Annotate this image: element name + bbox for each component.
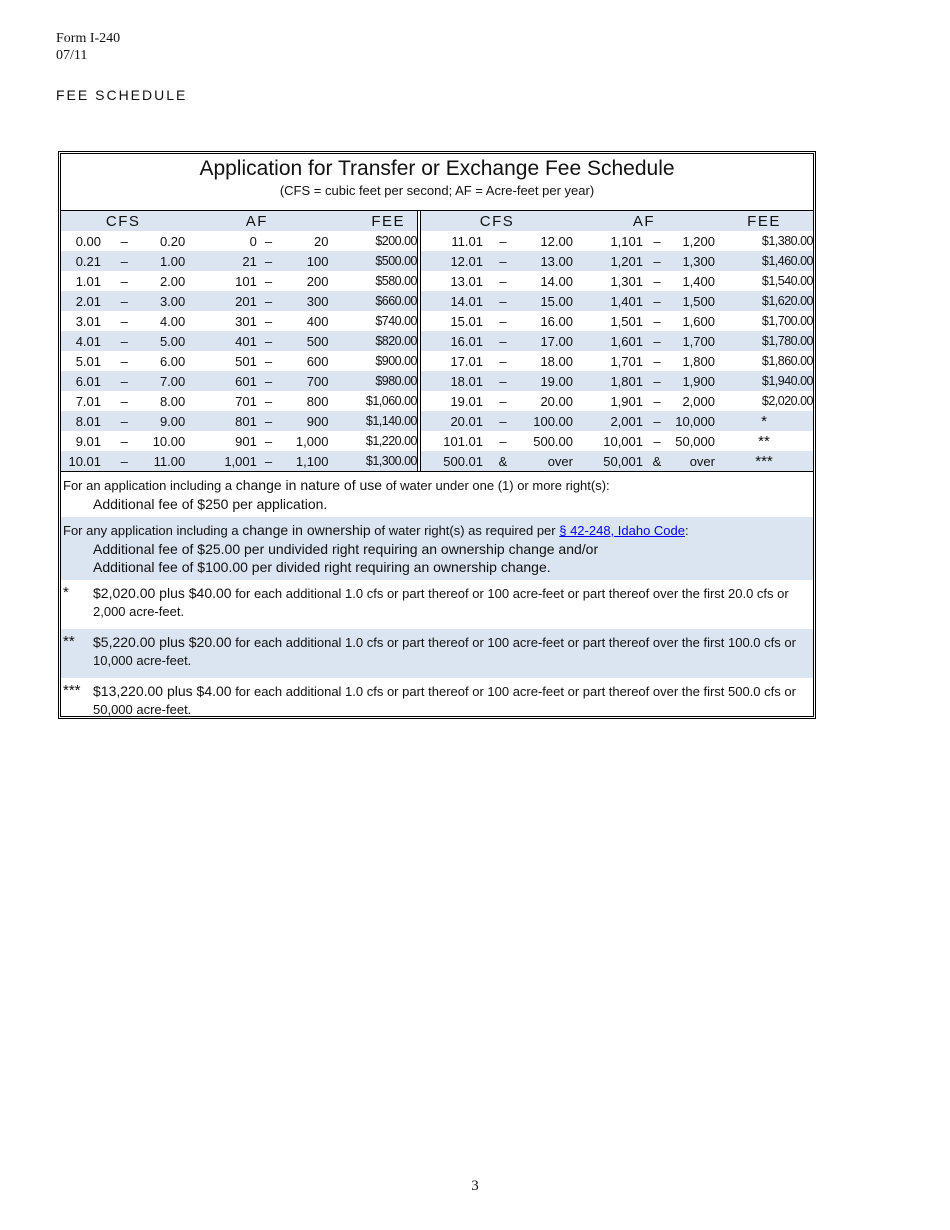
fee-cell: $2,020.00	[761, 394, 813, 408]
af-from-cell: 1,501	[610, 313, 643, 329]
table-row	[61, 251, 417, 271]
fee-grid-left	[61, 211, 417, 471]
header-cfs: CFS	[421, 211, 573, 231]
cfs-to-cell: 8.00	[159, 393, 186, 409]
af-to-cell: 1,000	[295, 433, 329, 449]
range-separator-cell: –	[499, 313, 507, 329]
range-separator-cell: &	[643, 451, 671, 471]
cfs-from-cell: 0.00	[75, 233, 102, 249]
cfs-to-cell: 5.00	[147, 331, 185, 351]
cfs-from-cell: 20.01	[421, 411, 483, 431]
range-separator-cell: –	[483, 291, 523, 311]
af-from-cell: 1,001	[185, 451, 257, 471]
cfs-from-cell: 0.21	[61, 251, 101, 271]
ownership-note	[61, 517, 813, 580]
af-to-cell: 20	[313, 233, 329, 249]
range-separator-cell: –	[483, 331, 523, 351]
af-to-cell: 1,700	[671, 331, 715, 351]
range-separator-cell: –	[653, 313, 661, 329]
star-mark: ***	[63, 682, 81, 699]
note-text: of water under one (1) or more right(s):	[382, 478, 610, 493]
cfs-from-cell: 4.01	[61, 331, 101, 351]
fee-cell: **	[758, 432, 770, 450]
nature-of-use-note	[61, 472, 813, 517]
section-heading: FEE SCHEDULE	[56, 87, 188, 103]
af-to-cell: 1,900	[671, 371, 715, 391]
star-mark: **	[63, 633, 75, 650]
table-row	[421, 351, 813, 371]
header-row	[61, 211, 417, 231]
note-text: For any application including a	[63, 523, 243, 538]
range-separator-cell: –	[120, 233, 128, 249]
range-separator-cell: –	[483, 411, 523, 431]
range-separator-cell: –	[643, 291, 671, 311]
af-to-cell: 800	[306, 393, 329, 409]
range-separator-cell: –	[643, 411, 671, 431]
table-subtitle: (CFS = cubic feet per second; AF = Acre-feet per year)	[279, 183, 595, 198]
range-separator-cell: –	[257, 331, 280, 351]
fee-cell: $740.00	[375, 314, 417, 328]
cfs-from-cell: 18.01	[421, 371, 483, 391]
nature-of-use-fee: Additional fee of $250 per application.	[93, 496, 328, 512]
table-row	[61, 331, 417, 351]
cfs-from-cell: 6.01	[61, 371, 101, 391]
star-note-3	[61, 678, 813, 727]
table-row	[421, 451, 813, 471]
cfs-from-cell: 11.01	[451, 233, 483, 249]
af-from-cell: 1,801	[573, 371, 643, 391]
range-separator-cell: –	[257, 291, 280, 311]
cfs-to-cell: 2.00	[159, 273, 186, 289]
cfs-to-cell: 100.00	[523, 411, 573, 431]
cfs-to-cell: over	[523, 451, 573, 471]
af-to-cell: over	[671, 451, 715, 471]
fee-cell: $1,780.00	[715, 331, 813, 351]
cfs-from-cell: 14.01	[421, 291, 483, 311]
cfs-to-cell: 500.00	[533, 433, 573, 449]
range-separator-cell: –	[101, 251, 147, 271]
cfs-to-cell: 3.00	[147, 291, 185, 311]
range-separator-cell: –	[101, 411, 147, 431]
fee-cell: $500.00	[328, 251, 417, 271]
table-row	[421, 411, 813, 431]
af-from-cell: 301	[235, 313, 257, 329]
star-amount: $2,020.00 plus $40.00	[93, 585, 232, 601]
form-number: Form I-240	[56, 31, 121, 46]
table-row	[421, 391, 813, 411]
af-from-cell: 1,401	[573, 291, 643, 311]
af-to-cell: 500	[280, 331, 328, 351]
range-separator-cell: –	[653, 393, 661, 409]
af-to-cell: 600	[306, 353, 329, 369]
table-row	[421, 431, 813, 451]
table-row	[421, 291, 813, 311]
af-to-cell: 400	[306, 313, 329, 329]
fee-cell: $1,140.00	[328, 411, 417, 431]
cfs-from-cell: 500.01	[421, 451, 483, 471]
cfs-from-cell: 13.01	[450, 273, 483, 289]
header-fee: FEE	[715, 211, 813, 231]
af-from-cell: 201	[185, 291, 257, 311]
fee-cell: $1,220.00	[365, 434, 417, 448]
cfs-to-cell: 11.00	[147, 451, 185, 471]
cfs-from-cell: 2.01	[61, 291, 101, 311]
star-amount: $13,220.00 plus $4.00	[93, 683, 232, 699]
af-to-cell: 1,500	[671, 291, 715, 311]
range-separator-cell: –	[653, 233, 661, 249]
cfs-from-cell: 101.01	[443, 433, 483, 449]
cfs-from-cell: 7.01	[75, 393, 102, 409]
fee-table-right	[421, 211, 813, 471]
cfs-from-cell: 1.01	[75, 273, 102, 289]
fee-cell: $1,860.00	[761, 354, 813, 368]
fee-cell: $980.00	[328, 371, 417, 391]
star-note-body	[93, 682, 811, 719]
table-row	[61, 371, 417, 391]
note-emphasis: change in ownership	[242, 522, 371, 538]
table-row	[61, 271, 417, 291]
header-cfs: CFS	[61, 211, 185, 231]
af-from-cell: 1,301	[610, 273, 643, 289]
star-text: for each additional 1.0 cfs or part thereof or 100 acre-feet or part thereof over the first 500.0 cfs or 50,000 acre-feet.	[93, 684, 796, 717]
af-from-cell: 1,701	[610, 353, 643, 369]
form-date: 07/11	[56, 48, 88, 63]
star-note-1	[61, 580, 813, 629]
table-title-block	[61, 154, 813, 211]
af-from-cell: 1,201	[573, 251, 643, 271]
range-separator-cell: –	[264, 393, 273, 409]
table-row	[421, 331, 813, 351]
table-row	[421, 311, 813, 331]
range-separator-cell: –	[643, 251, 671, 271]
table-row	[61, 431, 417, 451]
af-from-cell: 501	[235, 353, 257, 369]
range-separator-cell: –	[483, 371, 523, 391]
range-separator-cell: –	[499, 273, 507, 289]
ownership-line	[63, 521, 811, 540]
af-from-cell: 801	[185, 411, 257, 431]
range-separator-cell: –	[499, 353, 507, 369]
form-identifier	[56, 30, 120, 64]
cfs-from-cell: 8.01	[61, 411, 101, 431]
range-separator-cell: –	[257, 411, 280, 431]
cfs-to-cell: 14.00	[540, 273, 573, 289]
cfs-from-cell: 10.01	[61, 451, 101, 471]
cfs-to-cell: 16.00	[540, 313, 573, 329]
af-to-cell: 50,000	[675, 433, 715, 449]
af-to-cell: 10,000	[671, 411, 715, 431]
af-from-cell: 901	[235, 433, 257, 449]
cfs-to-cell: 13.00	[523, 251, 573, 271]
cfs-to-cell: 9.00	[147, 411, 185, 431]
cfs-to-cell: 12.00	[540, 233, 573, 249]
af-from-cell: 2,001	[573, 411, 643, 431]
fee-schedule-table	[58, 151, 816, 719]
note-text: :	[685, 523, 689, 538]
cfs-from-cell: 9.01	[75, 433, 102, 449]
range-separator-cell: –	[101, 371, 147, 391]
header-row	[421, 211, 813, 231]
range-separator-cell: –	[643, 331, 671, 351]
fee-cell: $820.00	[328, 331, 417, 351]
table-row	[61, 291, 417, 311]
af-to-cell: 1,300	[671, 251, 715, 271]
af-to-cell: 700	[280, 371, 328, 391]
range-separator-cell: –	[101, 291, 147, 311]
af-from-cell: 601	[185, 371, 257, 391]
range-separator-cell: –	[264, 313, 273, 329]
af-from-cell: 101	[235, 273, 257, 289]
cfs-from-cell: 15.01	[450, 313, 483, 329]
af-to-cell: 1,400	[682, 273, 715, 289]
fee-cell: $660.00	[328, 291, 417, 311]
af-from-cell: 21	[185, 251, 257, 271]
range-separator-cell: –	[101, 331, 147, 351]
table-row	[421, 271, 813, 291]
af-from-cell: 1,601	[573, 331, 643, 351]
cfs-to-cell: 10.00	[152, 433, 186, 449]
range-separator-cell: –	[264, 353, 273, 369]
fee-cell: $1,380.00	[761, 234, 813, 248]
table-title: Application for Transfer or Exchange Fee Schedule	[199, 157, 675, 180]
cfs-to-cell: 19.00	[523, 371, 573, 391]
range-separator-cell: –	[499, 233, 507, 249]
header-fee: FEE	[328, 211, 417, 231]
note-emphasis: change in nature of use	[235, 477, 383, 493]
cfs-from-cell: 16.01	[421, 331, 483, 351]
range-separator-cell: –	[120, 273, 128, 289]
af-to-cell: 300	[280, 291, 328, 311]
cfs-to-cell: 4.00	[159, 313, 186, 329]
table-row	[61, 391, 417, 411]
nature-of-use-line	[63, 476, 811, 495]
range-separator-cell: –	[257, 451, 280, 471]
af-to-cell: 1,200	[682, 233, 715, 249]
idaho-code-link[interactable]: § 42-248, Idaho Code	[559, 523, 686, 538]
star-note-body	[93, 584, 811, 621]
range-separator-cell: –	[499, 393, 507, 409]
range-separator-cell: –	[653, 433, 661, 449]
af-to-cell: 1,800	[682, 353, 715, 369]
table-row	[421, 231, 813, 251]
cfs-to-cell: 1.00	[147, 251, 185, 271]
cfs-to-cell: 15.00	[523, 291, 573, 311]
cfs-from-cell: 5.01	[75, 353, 102, 369]
range-separator-cell: –	[264, 273, 273, 289]
header-af: AF	[185, 211, 328, 231]
star-mark: *	[63, 584, 69, 601]
range-separator-cell: –	[120, 353, 128, 369]
fee-cell: *	[715, 411, 813, 431]
ownership-fee-undivided: Additional fee of $25.00 per undivided right requiring an ownership change and/or	[93, 541, 599, 557]
range-separator-cell: –	[643, 371, 671, 391]
fee-cell: $1,940.00	[715, 371, 813, 391]
af-from-cell: 10,001	[603, 433, 643, 449]
af-from-cell: 50,001	[573, 451, 643, 471]
range-separator-cell: –	[653, 353, 661, 369]
range-separator-cell: –	[264, 433, 273, 449]
fee-table-left	[61, 211, 417, 471]
table-row	[421, 251, 813, 271]
range-separator-cell: –	[120, 393, 128, 409]
range-separator-cell: –	[257, 251, 280, 271]
af-from-cell: 701	[235, 393, 257, 409]
af-to-cell: 100	[280, 251, 328, 271]
cfs-to-cell: 0.20	[159, 233, 186, 249]
star-note-2	[61, 629, 813, 678]
fee-cell: $1,540.00	[761, 274, 813, 288]
range-separator-cell: –	[257, 371, 280, 391]
cfs-to-cell: 6.00	[159, 353, 186, 369]
star-text: for each additional 1.0 cfs or part thereof or 100 acre-feet or part thereof over the first 100.0 cfs or 10,000 acre-feet.	[93, 635, 796, 668]
cfs-to-cell: 18.00	[540, 353, 573, 369]
fee-cell: $200.00	[375, 234, 417, 248]
cfs-from-cell: 19.01	[450, 393, 483, 409]
note-text: of water right(s) as required per	[370, 523, 560, 538]
range-separator-cell: –	[264, 233, 273, 249]
cfs-to-cell: 20.00	[540, 393, 573, 409]
range-separator-cell: –	[101, 451, 147, 471]
af-from-cell: 1,901	[610, 393, 643, 409]
fee-cell: $900.00	[375, 354, 417, 368]
range-separator-cell: –	[120, 433, 128, 449]
header-af: AF	[573, 211, 715, 231]
range-separator-cell: –	[483, 251, 523, 271]
table-row	[61, 311, 417, 331]
star-amount: $5,220.00 plus $20.00	[93, 634, 232, 650]
af-to-cell: 1,600	[682, 313, 715, 329]
table-row	[61, 451, 417, 471]
table-row	[61, 231, 417, 251]
af-to-cell: 200	[306, 273, 329, 289]
fee-grid-right	[421, 211, 813, 471]
star-text: for each additional 1.0 cfs or part thereof or 100 acre-feet or part thereof over the first 20.0 cfs or 2,000 acre-feet.	[93, 586, 789, 619]
ownership-fee-divided: Additional fee of $100.00 per divided right requiring an ownership change.	[93, 559, 551, 575]
af-from-cell: 1,101	[610, 233, 643, 249]
cfs-to-cell: 17.00	[523, 331, 573, 351]
table-row	[61, 411, 417, 431]
page-number: 3	[471, 1178, 479, 1194]
table-row	[61, 351, 417, 371]
star-note-body	[93, 633, 811, 670]
cfs-from-cell: 12.01	[421, 251, 483, 271]
af-to-cell: 2,000	[682, 393, 715, 409]
cfs-from-cell: 3.01	[75, 313, 102, 329]
range-separator-cell: &	[483, 451, 523, 471]
fee-cell: ***	[715, 451, 813, 471]
range-separator-cell: –	[653, 273, 661, 289]
cfs-from-cell: 17.01	[450, 353, 483, 369]
fee-cell: $1,460.00	[715, 251, 813, 271]
fee-cell: $1,700.00	[761, 314, 813, 328]
af-from-cell: 0	[249, 233, 257, 249]
af-to-cell: 1,100	[280, 451, 328, 471]
af-from-cell: 401	[185, 331, 257, 351]
range-separator-cell: –	[499, 433, 507, 449]
cfs-to-cell: 7.00	[147, 371, 185, 391]
range-separator-cell: –	[120, 313, 128, 329]
af-to-cell: 900	[280, 411, 328, 431]
fee-cell: $580.00	[375, 274, 417, 288]
table-row	[421, 371, 813, 391]
fee-cell: $1,300.00	[328, 451, 417, 471]
fee-cell: $1,060.00	[365, 394, 417, 408]
note-text: For an application including a	[63, 478, 236, 493]
fee-grid	[61, 211, 813, 472]
fee-cell: $1,620.00	[715, 291, 813, 311]
